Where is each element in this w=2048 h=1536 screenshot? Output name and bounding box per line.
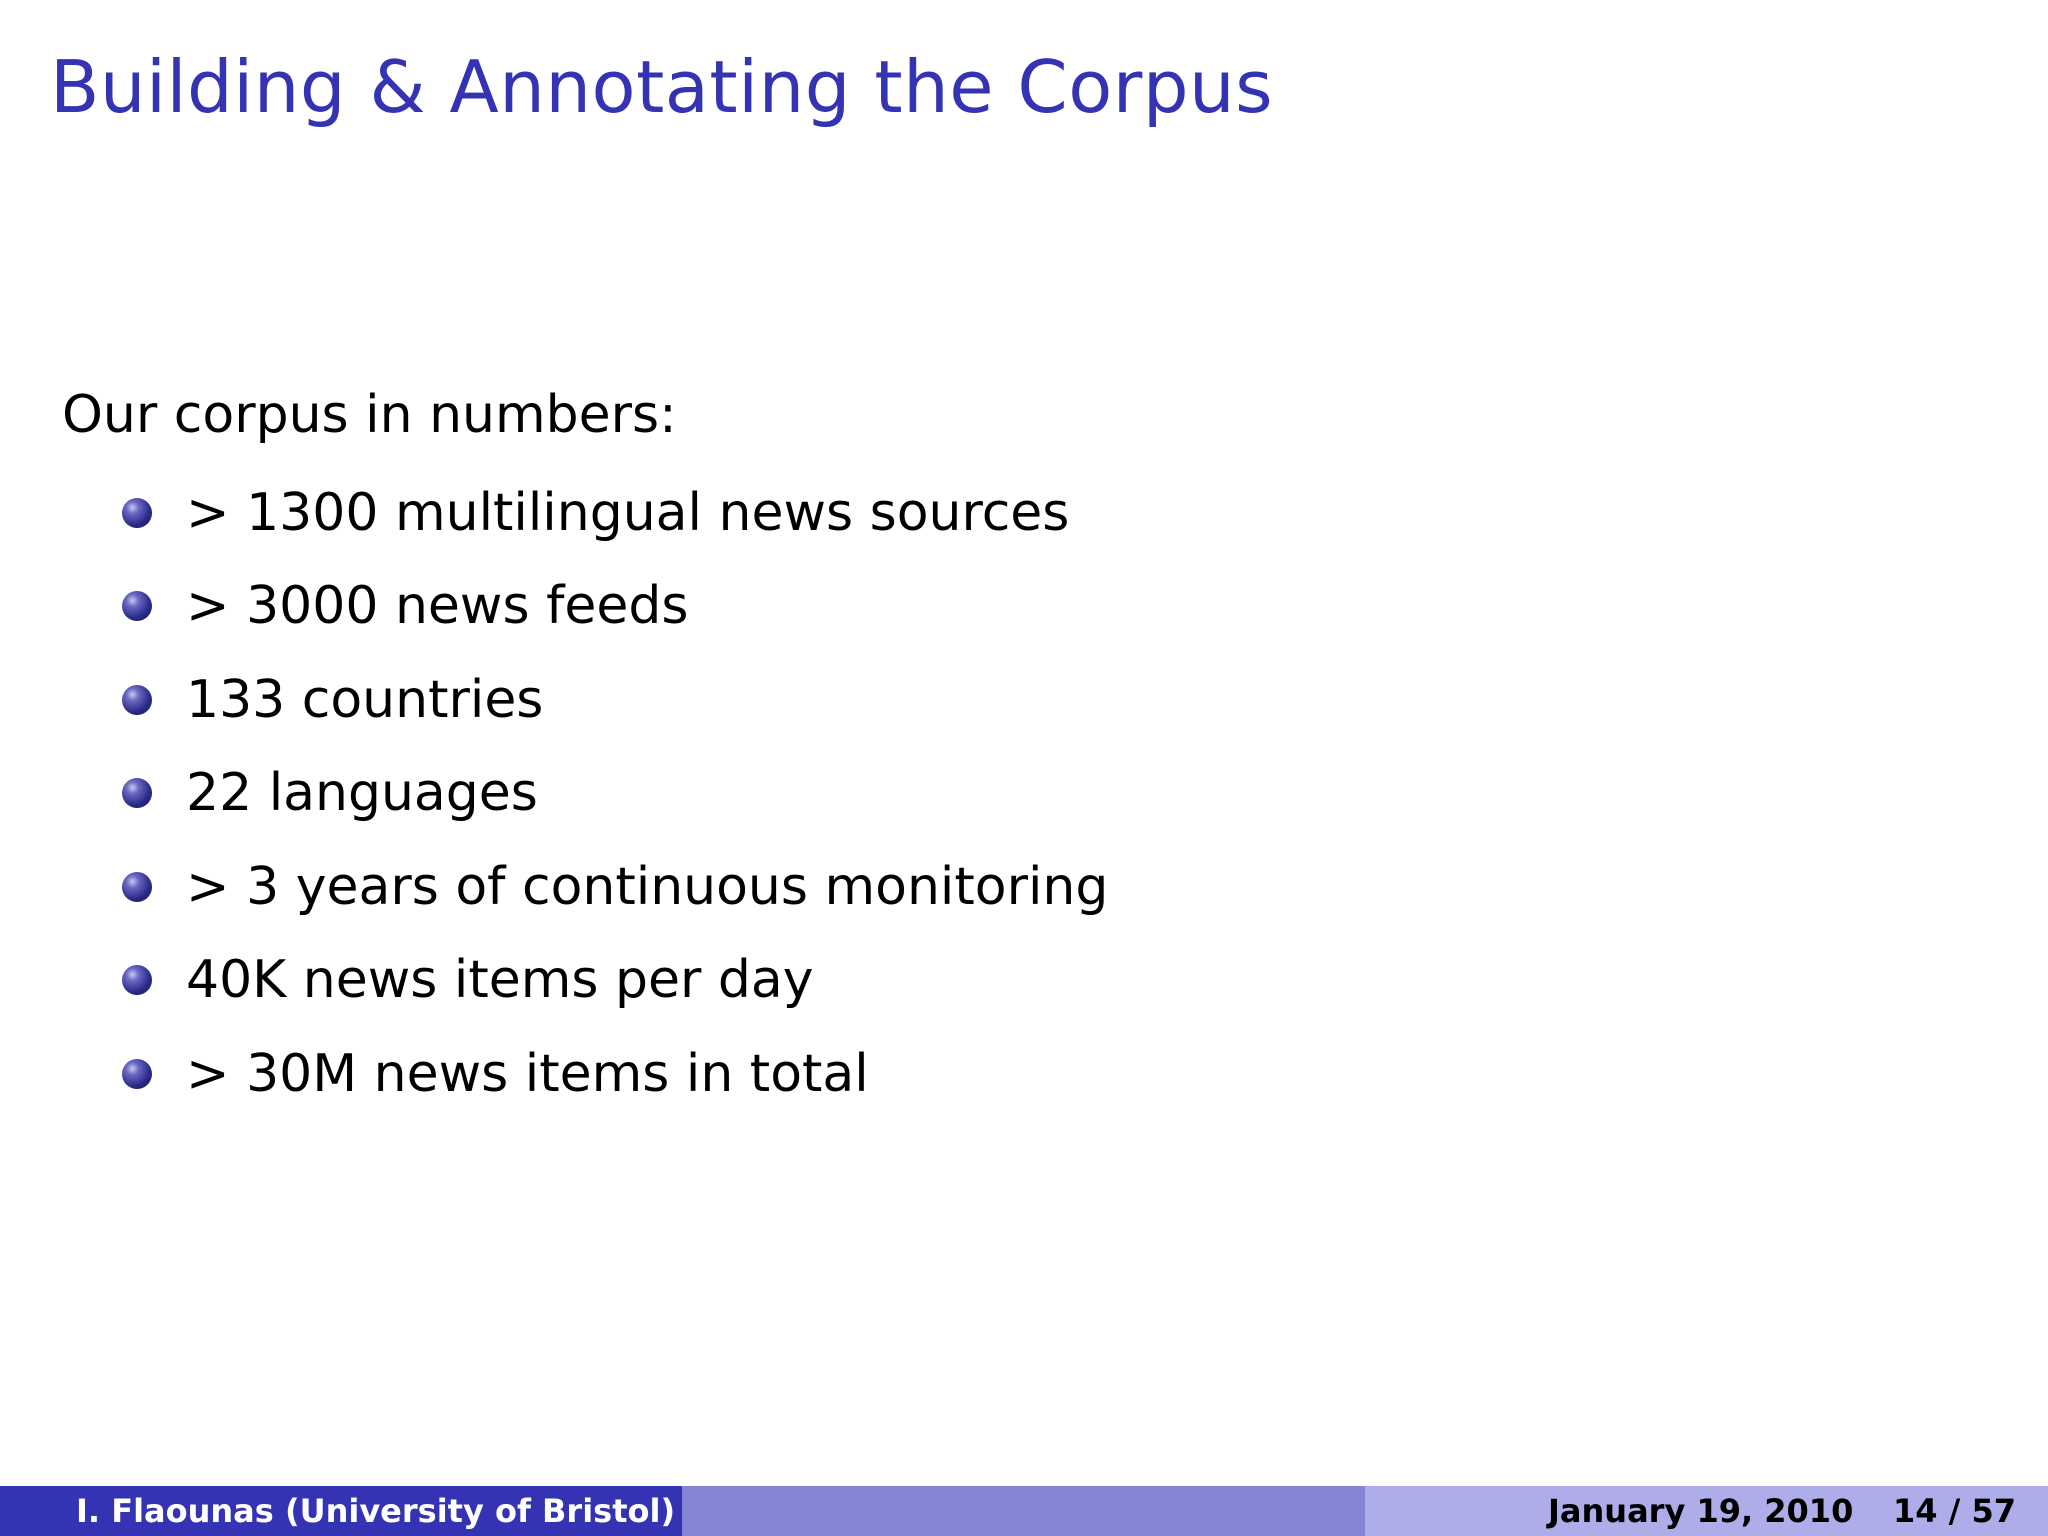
footer [0,1486,2048,1536]
bullet-item [122,1039,1722,1109]
bullet-text: > 3 years of continuous monitoring [186,856,1109,917]
footer-right-band [1365,1486,2048,1536]
bullet-item [122,945,1722,1015]
bullet-ball-icon [122,872,152,902]
bullet-ball-icon [122,778,152,808]
bullet-ball-icon [122,1059,152,1089]
footer-date: January 19, 2010 [1548,1492,1854,1530]
bullet-text: 22 languages [186,762,538,823]
bullet-text: > 3000 news feeds [186,575,689,636]
bullet-item [122,758,1722,828]
bullet-ball-icon [122,965,152,995]
page-number: 14 / 57 [1892,1492,2016,1530]
bullet-item [122,852,1722,922]
bullet-item [122,571,1722,641]
intro-text: Our corpus in numbers: [62,385,677,445]
bullet-ball-icon [122,591,152,621]
bullet-text: 133 countries [186,669,544,730]
bullet-item [122,665,1722,735]
slide-title: Building & Annotating the Corpus [50,45,1274,129]
footer-author: I. Flaounas (University of Bristol) [0,1486,682,1536]
bullet-ball-icon [122,498,152,528]
bullet-item [122,478,1722,548]
footer-middle-band [682,1486,1365,1536]
bullet-text: > 30M news items in total [186,1043,869,1104]
bullet-text: > 1300 multilingual news sources [186,482,1070,543]
bullet-text: 40K news items per day [186,949,814,1010]
bullet-ball-icon [122,685,152,715]
